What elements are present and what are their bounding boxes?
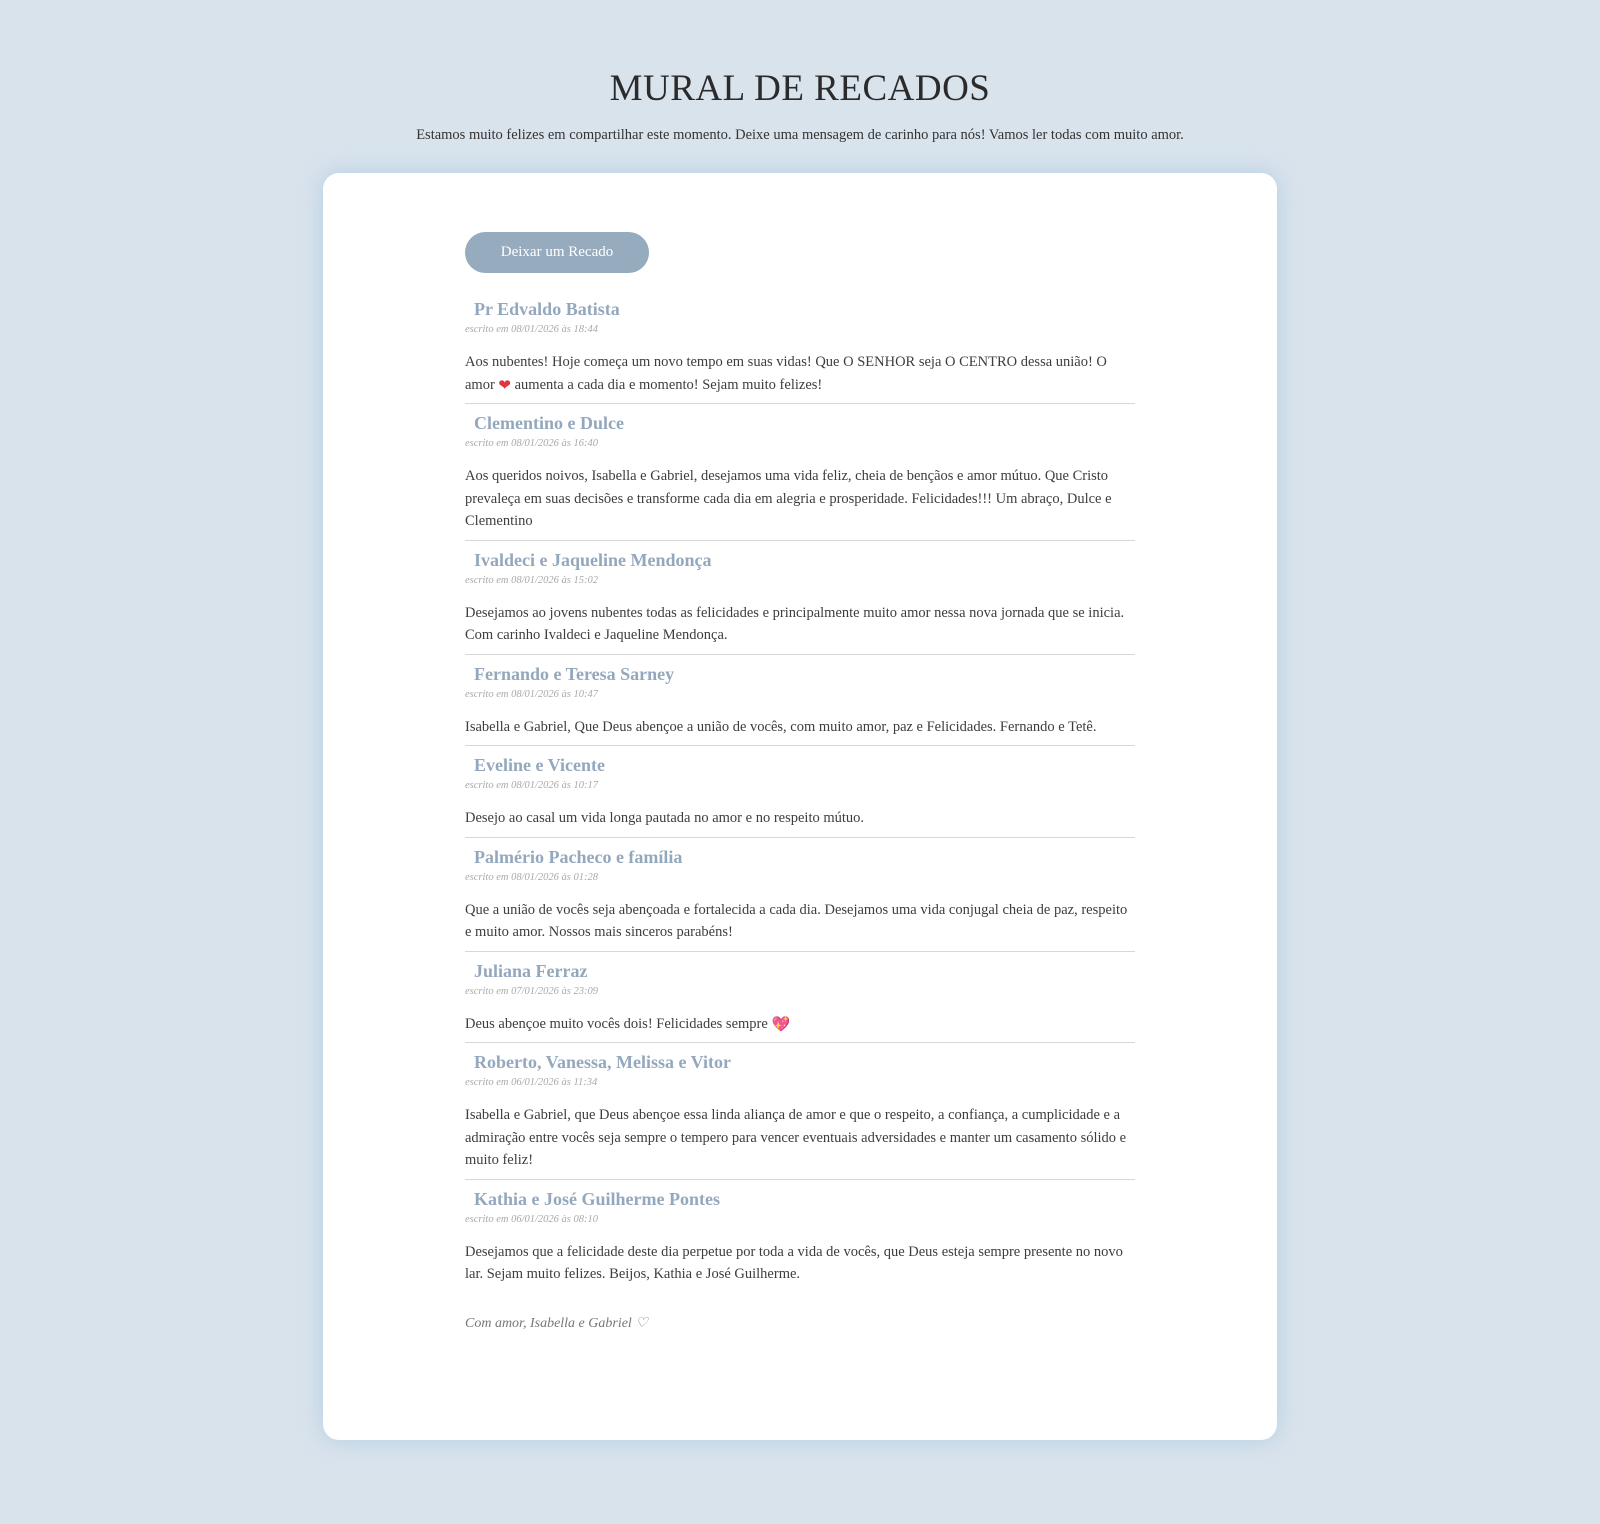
message-item [465, 1180, 1135, 1293]
message-date: escrito em 08/01/2026 às 15:02 [465, 574, 598, 586]
message-author: Roberto, Vanessa, Melissa e Vitor [474, 1052, 731, 1072]
message-body [465, 351, 1135, 396]
page-header [0, 0, 1600, 145]
message-text: Aos nubentes! Hoje começa um novo tempo em suas vidas! Que O SENHOR seja O CENTRO dessa união! O amor [465, 354, 1107, 393]
page-title: MURAL DE RECADOS [609, 68, 991, 109]
message-author: Eveline e Vicente [474, 755, 605, 775]
message-body [465, 1013, 1135, 1036]
leave-message-button[interactable]: Deixar um Recado [465, 232, 649, 273]
message-text: aumenta a cada dia e momento! Sejam muito felizes! [511, 376, 823, 393]
message-item [465, 1043, 1135, 1180]
message-body: Desejo ao casal um vida longa pautada no amor e no respeito mútuo. [465, 810, 865, 826]
message-body: Desejamos que a felicidade deste dia perpetue por toda a vida de vocês, que Deus esteja sempre presente no novo lar. Sejam muito felizes. Beijos, Kathia e José Guilherme. [465, 1243, 1123, 1282]
message-date: escrito em 08/01/2026 às 10:47 [465, 688, 598, 700]
page-subtitle: Estamos muito felizes em compartilhar este momento. Deixe uma mensagem de carinho para nós! Vamos ler todas com muito amor. [416, 127, 1184, 143]
message-list [465, 290, 1135, 1293]
message-body: Isabella e Gabriel, que Deus abençoe essa linda aliança de amor e que o respeito, a confiança, a cumplicidade e a admiração entre vocês seja sempre o tempero para vencer eventuais adversidades e manter um casamento sólido e muito feliz! [465, 1107, 1127, 1168]
message-date: escrito em 08/01/2026 às 16:40 [465, 438, 598, 449]
sparkling-heart-icon: 💖 [771, 1016, 791, 1033]
message-author: Kathia e José Guilherme Pontes [474, 1188, 720, 1209]
message-item [465, 541, 1135, 655]
signature: Com amor, Isabella e Gabriel ♡ [465, 1315, 648, 1331]
message-date: escrito em 08/01/2026 às 18:44 [465, 324, 598, 335]
message-body: Aos queridos noivos, Isabella e Gabriel, desejamos uma vida feliz, cheia de bençãos e amor mútuo. Que Cristo prevaleça em suas decisões e transforme cada dia em alegria e prosperidade. Felicidades!!! Um abraço, Dulce e Clementino [465, 468, 1112, 529]
message-item [465, 290, 1135, 404]
message-author: Ivaldeci e Jaqueline Mendonça [474, 549, 712, 570]
message-item [465, 655, 1135, 747]
message-date: escrito em 08/01/2026 às 10:17 [465, 780, 598, 791]
message-date: escrito em 06/01/2026 às 11:34 [465, 1077, 598, 1088]
message-board-content [465, 232, 1135, 1334]
message-item [465, 746, 1135, 838]
message-item [465, 952, 1135, 1044]
heart-icon: ❤ [498, 377, 511, 394]
message-body: Que a união de vocês seja abençoada e fortalecida a cada dia. Desejamos uma vida conjugal cheia de paz, respeito e muito amor. Nossos mais sinceros parabéns! [465, 901, 1128, 940]
message-date: escrito em 06/01/2026 às 08:10 [465, 1213, 598, 1225]
message-date: escrito em 08/01/2026 às 01:28 [465, 871, 598, 883]
message-author: Palmério Pacheco e família [474, 846, 683, 867]
message-author: Clementino e Dulce [474, 413, 624, 433]
message-author: Pr Edvaldo Batista [474, 299, 620, 319]
message-author: Juliana Ferraz [474, 960, 588, 981]
message-author: Fernando e Teresa Sarney [474, 663, 675, 684]
message-date: escrito em 07/01/2026 às 23:09 [465, 985, 598, 997]
message-item [465, 404, 1135, 541]
message-text: Deus abençoe muito vocês dois! Felicidades sempre [465, 1015, 772, 1032]
message-body: Desejamos ao jovens nubentes todas as felicidades e principalmente muito amor nessa nova jornada que se inicia. Com carinho Ivaldeci e Jaqueline Mendonça. [465, 604, 1125, 643]
message-item [465, 838, 1135, 952]
message-board-card [323, 173, 1277, 1440]
message-body: Isabella e Gabriel, Que Deus abençoe a união de vocês, com muito amor, paz e Felicidades. Fernando e Tetê. [465, 718, 1097, 735]
